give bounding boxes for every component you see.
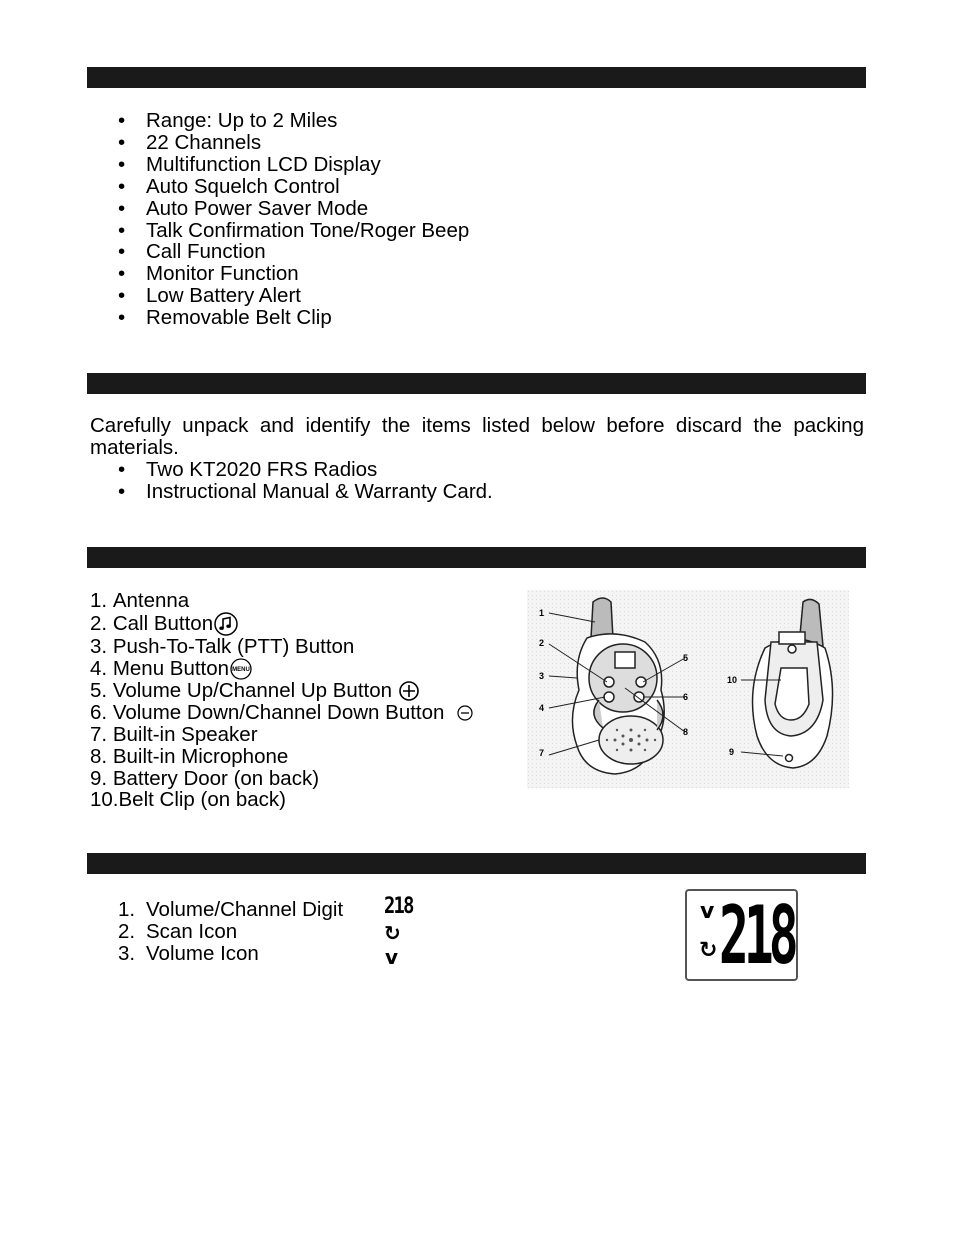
plus-circle-icon bbox=[398, 680, 420, 702]
list-item: 7. Built-in Speaker bbox=[90, 722, 258, 746]
features-list bbox=[88, 110, 469, 329]
lcd-display-illustration bbox=[685, 889, 798, 981]
section-header-bar-lcd bbox=[87, 853, 866, 874]
radio-diagram bbox=[527, 590, 849, 788]
lcd-icon-list bbox=[118, 899, 343, 965]
unpacking-list bbox=[88, 459, 493, 503]
list-item: 9. Battery Door (on back) bbox=[90, 766, 320, 790]
list-item: 1. Volume/Channel Digit bbox=[118, 898, 344, 921]
list-item: 3. Push-To-Talk (PTT) Button bbox=[90, 634, 355, 658]
list-item: 10. Belt Clip (on back) bbox=[90, 788, 286, 812]
lcd-scan-symbol: ↻ bbox=[699, 938, 718, 963]
diagram-label-10: 10 bbox=[727, 675, 738, 685]
list-item: 3. Volume Icon bbox=[118, 941, 259, 965]
list-item: • Call Function bbox=[88, 241, 469, 263]
list-item: • Auto Squelch Control bbox=[88, 176, 469, 198]
parts-list bbox=[90, 590, 474, 811]
list-item: • Talk Confirmation Tone/Roger Beep bbox=[88, 220, 469, 242]
section-header-bar-parts bbox=[87, 547, 866, 568]
lcd-digits: 218 bbox=[719, 889, 794, 981]
diagram-label-4: 4 bbox=[539, 703, 545, 713]
music-note-icon bbox=[213, 612, 239, 636]
section-header-bar-features bbox=[87, 67, 866, 88]
diagram-label-6: 6 bbox=[683, 692, 689, 702]
diagram-label-9: 9 bbox=[729, 747, 735, 757]
diagram-label-3: 3 bbox=[539, 671, 545, 681]
list-item: • Two KT2020 FRS Radios bbox=[88, 459, 493, 481]
list-item: 5. Volume Up/Channel Up Button bbox=[90, 680, 474, 702]
list-item: 1. Antenna bbox=[90, 589, 190, 612]
list-item: • Monitor Function bbox=[88, 263, 469, 285]
lcd-volume-symbol: v bbox=[700, 899, 715, 924]
list-item: • Instructional Manual & Warranty Card. bbox=[88, 481, 493, 503]
diagram-label-2: 2 bbox=[539, 638, 545, 648]
list-item: • 22 Channels bbox=[88, 132, 469, 154]
list-item: 2. Scan Icon bbox=[118, 919, 238, 943]
list-item: • Removable Belt Clip bbox=[88, 307, 469, 329]
digit-icon: 218 bbox=[384, 894, 413, 919]
section-header-bar-unpacking bbox=[87, 373, 866, 394]
list-item: 8. Built-in Microphone bbox=[90, 744, 289, 768]
list-item: • Auto Power Saver Mode bbox=[88, 198, 469, 220]
list-item: 2. Call Button bbox=[90, 612, 474, 636]
list-item: • Range: Up to 2 Miles bbox=[88, 110, 469, 132]
diagram-label-1: 1 bbox=[539, 608, 545, 618]
list-item: 6. Volume Down/Channel Down Button bbox=[90, 702, 474, 724]
volume-icon: v bbox=[385, 945, 399, 969]
list-item: • Multifunction LCD Display bbox=[88, 154, 469, 176]
list-item: 4. Menu Button MENU bbox=[90, 658, 474, 680]
diagram-label-7: 7 bbox=[539, 748, 545, 758]
diagram-label-8: 8 bbox=[683, 727, 689, 737]
list-item: • Low Battery Alert bbox=[88, 285, 469, 307]
menu-icon-text: MENU bbox=[232, 667, 250, 674]
diagram-label-5: 5 bbox=[683, 653, 689, 663]
scan-icon: ↻ bbox=[384, 921, 401, 945]
menu-icon bbox=[229, 658, 253, 680]
unpacking-intro: Carefully unpack and identify the items listed below before discard the packing materials. bbox=[90, 414, 864, 459]
minus-circle-icon bbox=[456, 704, 474, 722]
